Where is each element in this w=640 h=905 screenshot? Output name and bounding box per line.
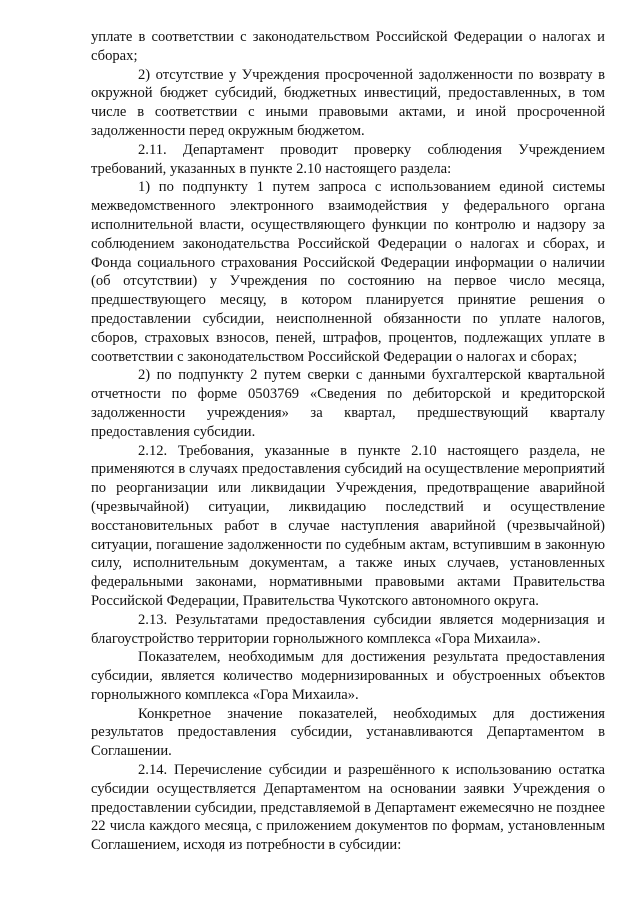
- paragraph-tax-continuation: уплате в соответствии с законодательством Российской Федерации о налогах и сборах;: [91, 29, 605, 64]
- paragraph-indicator-values: Конкретное значение показателей, необходимых для достижения результатов предоставления субсидии, устанавливаются Департаментом в Соглашении.: [91, 705, 605, 760]
- paragraph-2-11: 2.11. Департамент проводит проверку соблюдения Учреждением требований, указанных в пункте 2.10 настоящего раздела:: [91, 141, 605, 177]
- paragraph-subpoint-2: 2) по подпункту 2 путем сверки с данными бухгалтерской квартальной отчетности по форме 0503769 «Сведения по дебиторской и кредиторской задолженности учреждения» за квартал, предшествующий кварталу предоставления субсидии.: [91, 367, 605, 440]
- paragraph-no-overdue-debt: 2) отсутствие у Учреждения просроченной задолженности по возврату в окружной бюджет субсидий, бюджетных инвестиций, предоставленных, в том числе в соответствии с иными правовыми актами, и иной просроченной задолженности перед окружным бюджетом.: [91, 66, 605, 139]
- paragraph-indicator: Показателем, необходимым для достижения результата предоставления субсидии, является количество модернизированных и обустроенных объектов горнолыжного комплекса «Гора Михаила».: [91, 649, 605, 703]
- paragraph-2-14: 2.14. Перечисление субсидии и разрешённого к использованию остатка субсидии осуществляется Департаментом на основании заявки Учреждения о предоставлении субсидии, представляемой в Департамент ежемесячно не позднее 22 числа каждого месяца, с приложением документов по формам, установленным Соглашением, исходя из потребности в субсидии:: [91, 762, 605, 854]
- paragraph-subpoint-1: 1) по подпункту 1 путем запроса с использованием единой системы межведомственного электронного взаимодействия у федерального органа исполнительной власти, осуществляющего функции по контролю и надзору за соблюдением законодательства Российской Федерации о налогах и сборах, и Фонда социального страхования Российской Федерации информации о наличии (об отсутствии) у Учреждения по состоянию на первое число месяца, предшествующего месяцу, в котором планируется принятие решения о предоставлении субсидии, неисполненной обязанности по уплате налогов, сборов, страховых взносов, пеней, штрафов, процентов, подлежащих уплате в соответствии с законодательством Российской Федерации о налогах и сборах;: [91, 179, 605, 365]
- paragraph-2-13: 2.13. Результатами предоставления субсидии является модернизация и благоустройство территории горнолыжного комплекса «Гора Михаила».: [91, 611, 605, 647]
- paragraph-2-12: 2.12. Требования, указанные в пункте 2.10 настоящего раздела, не применяются в случаях предоставления субсидий на осуществление мероприятий по реорганизации или ликвидации Учреждения, предотвращение аварийной (чрезвычайной) ситуации, ликвидацию последствий и осуществление восстановительных работ в случае наступления аварийной (чрезвычайной) ситуации, погашение задолженности по судебным актам, вступившим в законную силу, исполнительным документам, а также иных случаев, установленных федеральными законами, нормативными правовыми актами Правительства Российской Федерации, Правительства Чукотского автономного округа.: [91, 442, 605, 609]
- document-page: [91, 28, 605, 855]
